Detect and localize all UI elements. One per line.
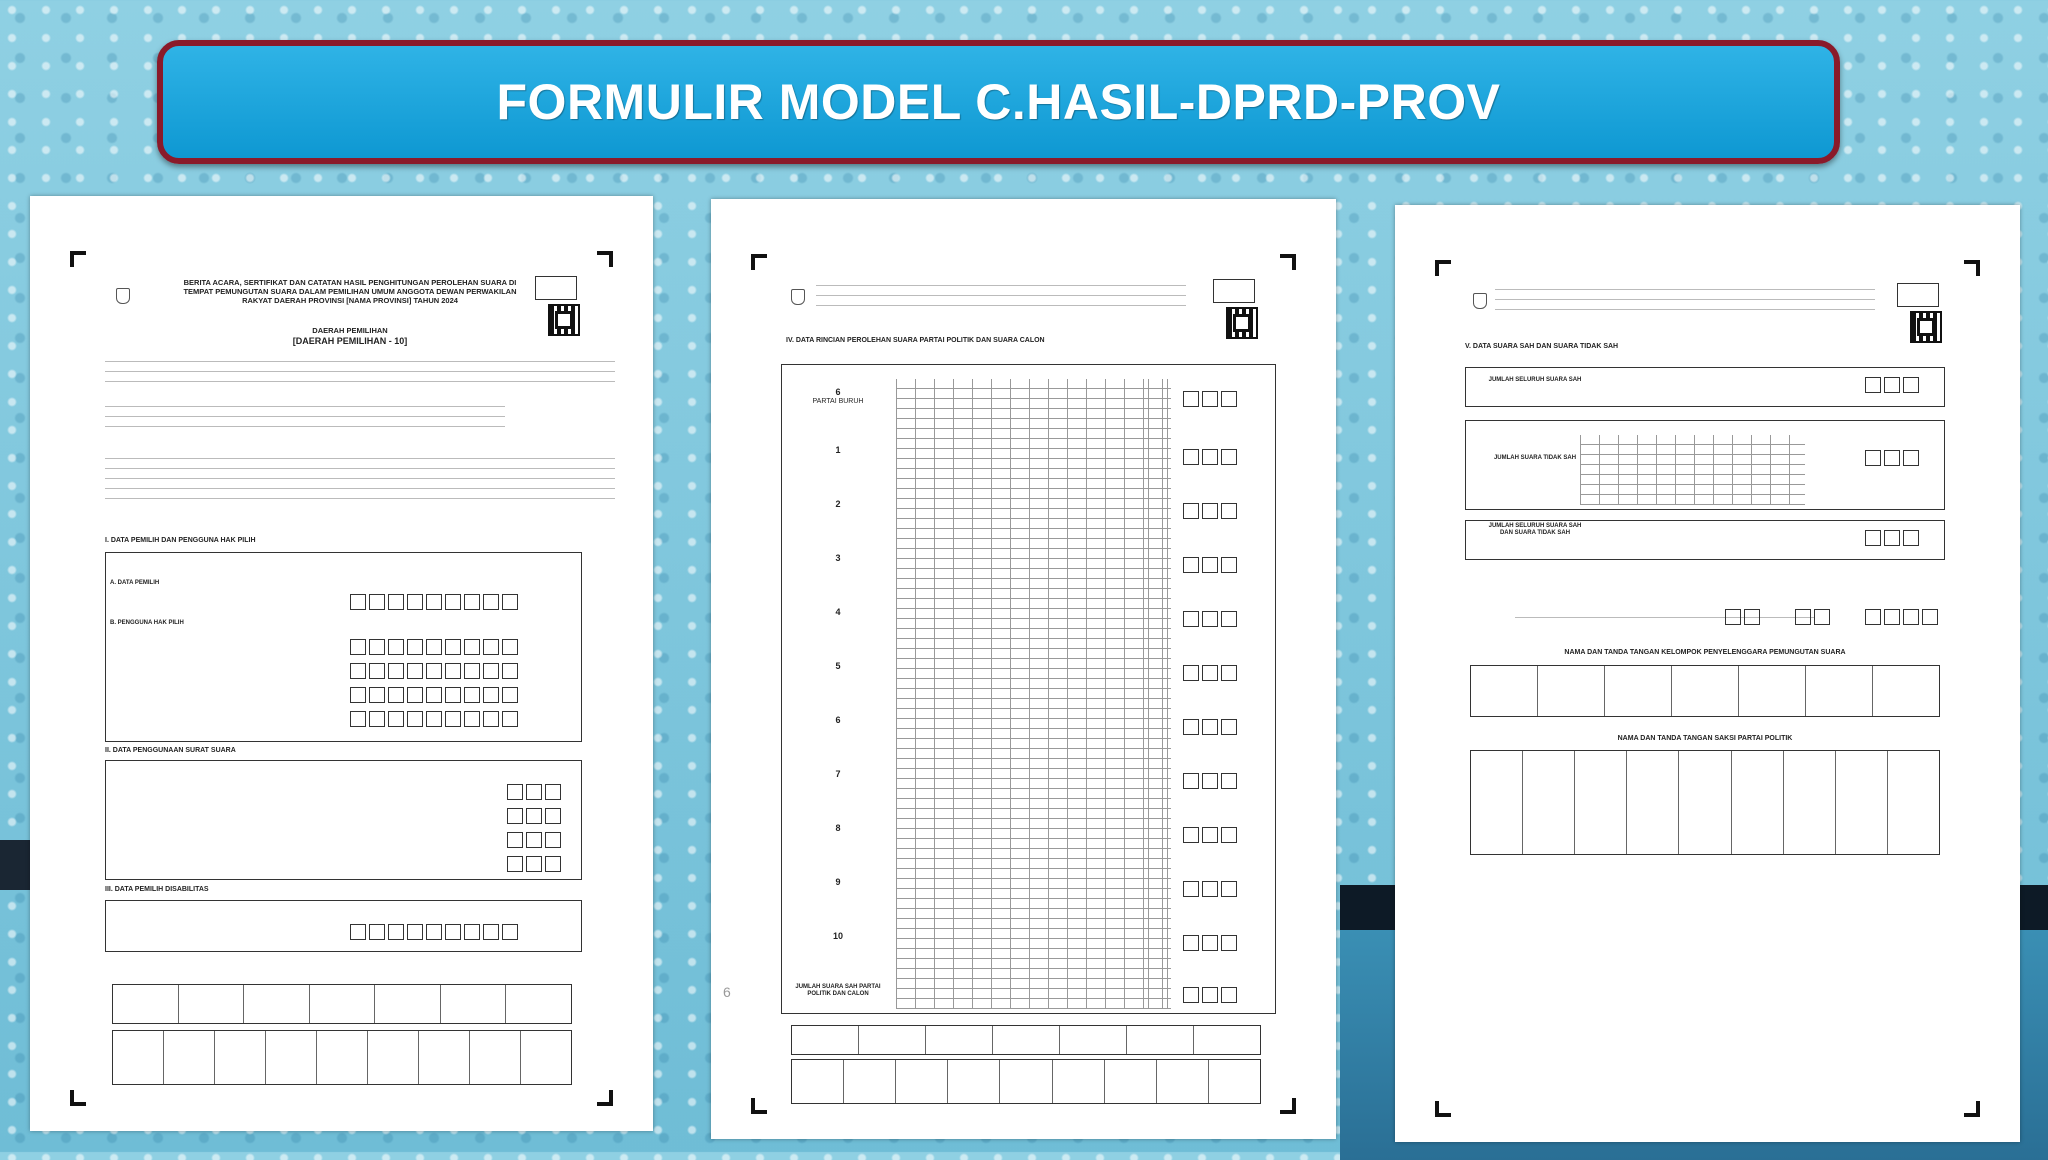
witness-signature-table — [791, 1059, 1261, 1104]
digit-boxes[interactable] — [1865, 377, 1919, 393]
form-page-3 — [1395, 205, 2020, 1142]
candidate-number: 9 — [835, 877, 841, 887]
candidate-label — [793, 445, 883, 456]
intro-text-lines — [105, 361, 615, 391]
date-boxes[interactable] — [1795, 609, 1830, 625]
corner-mark — [751, 254, 767, 270]
qr-code-icon — [1910, 311, 1942, 343]
candidate-label — [793, 553, 883, 564]
qr-code-icon — [1226, 307, 1258, 339]
corner-mark — [70, 1090, 86, 1106]
digit-boxes[interactable] — [350, 663, 518, 679]
candidate-number: 3 — [835, 553, 841, 563]
title-banner — [157, 40, 1840, 164]
candidate-number: 10 — [832, 931, 843, 941]
witness-signature-title: NAMA DAN TANDA TANGAN SAKSI PARTAI POLITIK — [1617, 735, 1793, 742]
corner-mark — [1964, 1101, 1980, 1117]
section-2-title: II. DATA PENGGUNAAN SURAT SUARA — [105, 747, 236, 754]
district-value: [DAERAH PEMILIHAN - 10] — [292, 336, 408, 346]
corner-mark — [751, 1098, 767, 1114]
digit-boxes[interactable] — [350, 594, 518, 610]
model-box — [1213, 279, 1255, 303]
banner-title: FORMULIR MODEL C.HASIL-DPRD-PROV — [496, 74, 1501, 130]
subtotal-grid — [1148, 379, 1170, 1009]
digit-boxes[interactable] — [1183, 611, 1237, 627]
row-c-label: JUMLAH SELURUH SUARA SAH DAN SUARA TIDAK SAH — [1488, 523, 1582, 537]
digit-boxes[interactable] — [507, 784, 561, 800]
row-b-label: JUMLAH SUARA TIDAK SAH — [1493, 455, 1577, 461]
digit-boxes[interactable] — [507, 808, 561, 824]
party-name: PARTAI BURUH — [812, 397, 864, 405]
page-number: 6 — [723, 984, 731, 1000]
digit-boxes[interactable] — [1183, 773, 1237, 789]
section-4-title: IV. DATA RINCIAN PEROLEHAN SUARA PARTAI POLITIK DAN SUARA CALON — [786, 337, 1045, 344]
digit-boxes[interactable] — [1183, 557, 1237, 573]
digit-boxes[interactable] — [1183, 881, 1237, 897]
corner-mark — [1435, 1101, 1451, 1117]
witness-signature-table — [1470, 750, 1940, 855]
organizer-signature-table — [112, 984, 572, 1024]
candidate-label — [793, 877, 883, 888]
candidate-number: 6 — [835, 715, 841, 725]
corner-mark — [1280, 254, 1296, 270]
organizer-signature-title: NAMA DAN TANDA TANGAN KELOMPOK PENYELENGGARA PEMUNGUTAN SUARA — [1564, 649, 1846, 656]
kpu-logo-icon — [791, 289, 805, 305]
party-label — [793, 387, 883, 406]
page1-header-title: BERITA ACARA, SERTIFIKAT DAN CATATAN HASIL PENGHITUNGAN PEROLEHAN SUARA DI TEMPAT PEMUNGUTAN SUARA DALAM PEMILIHAN UMUM ANGGOTA DEWAN PERWAKILAN RAKYAT DAERAH PROVINSI [NAMA PROVINSI] TAHUN 2024 — [183, 278, 517, 305]
corner-mark — [1435, 260, 1451, 276]
digit-boxes[interactable] — [1183, 719, 1237, 735]
date-boxes[interactable] — [1865, 609, 1938, 625]
organizer-signature-table — [791, 1025, 1261, 1055]
digit-boxes[interactable] — [1183, 665, 1237, 681]
candidate-number: 7 — [835, 769, 841, 779]
organizer-signature-table — [1470, 665, 1940, 717]
district-label: DAERAH PEMILIHAN — [312, 326, 388, 335]
digit-boxes[interactable] — [1183, 391, 1237, 407]
digit-boxes[interactable] — [350, 711, 518, 727]
section-5-title: V. DATA SUARA SAH DAN SUARA TIDAK SAH — [1465, 343, 1619, 350]
row-b-label: B. PENGGUNA HAK PILIH — [110, 620, 184, 626]
digit-boxes[interactable] — [1865, 450, 1919, 466]
digit-boxes[interactable] — [1183, 935, 1237, 951]
section-3-title: III. DATA PEMILIH DISABILITAS — [105, 886, 209, 893]
digit-boxes[interactable] — [350, 687, 518, 703]
corner-mark — [1280, 1098, 1296, 1114]
digit-boxes[interactable] — [1183, 827, 1237, 843]
corner-mark — [1964, 260, 1980, 276]
digit-boxes[interactable] — [1865, 530, 1919, 546]
candidate-number: 5 — [835, 661, 841, 671]
witness-signature-table — [112, 1030, 572, 1085]
digit-boxes[interactable] — [507, 856, 561, 872]
form-page-1 — [30, 196, 653, 1131]
corner-mark — [70, 251, 86, 267]
kpu-logo-icon — [1473, 293, 1487, 309]
row-a-label: A. DATA PEMILIH — [110, 580, 160, 586]
date-boxes[interactable] — [1725, 609, 1760, 625]
digit-boxes[interactable] — [350, 639, 518, 655]
section-1-title: I. DATA PEMILIH DAN PENGGUNA HAK PILIH — [105, 537, 256, 544]
candidate-label — [793, 607, 883, 618]
model-box — [535, 276, 577, 300]
digit-boxes[interactable] — [507, 832, 561, 848]
candidate-number: 2 — [835, 499, 841, 509]
candidate-number: 8 — [835, 823, 841, 833]
location-fields — [105, 406, 505, 436]
body-text-lines — [105, 458, 615, 508]
candidate-number: 4 — [835, 607, 841, 617]
total-label: JUMLAH SUARA SAH PARTAI POLITIK DAN CALON — [795, 984, 881, 998]
candidate-number: 1 — [835, 445, 841, 455]
candidate-label — [793, 715, 883, 726]
tally-grid — [896, 379, 1171, 1009]
kpu-logo-icon — [116, 288, 130, 304]
location-fields — [1495, 289, 1875, 319]
date-fields — [1515, 617, 1815, 627]
form-page-2 — [711, 199, 1336, 1139]
digit-boxes[interactable] — [1183, 503, 1237, 519]
qr-code-icon — [548, 304, 580, 336]
model-box — [1897, 283, 1939, 307]
digit-boxes[interactable] — [1183, 449, 1237, 465]
party-number: 6 — [835, 387, 841, 397]
corner-mark — [597, 1090, 613, 1106]
digit-boxes[interactable] — [1183, 987, 1237, 1003]
digit-boxes[interactable] — [350, 924, 518, 940]
corner-mark — [597, 251, 613, 267]
candidate-label — [793, 931, 883, 942]
tally-grid — [1580, 435, 1805, 505]
candidate-label — [793, 769, 883, 780]
candidate-label — [793, 823, 883, 834]
candidate-label — [793, 661, 883, 672]
location-fields — [816, 285, 1186, 315]
row-a-label: JUMLAH SELURUH SUARA SAH — [1488, 377, 1582, 383]
candidate-label — [793, 499, 883, 510]
